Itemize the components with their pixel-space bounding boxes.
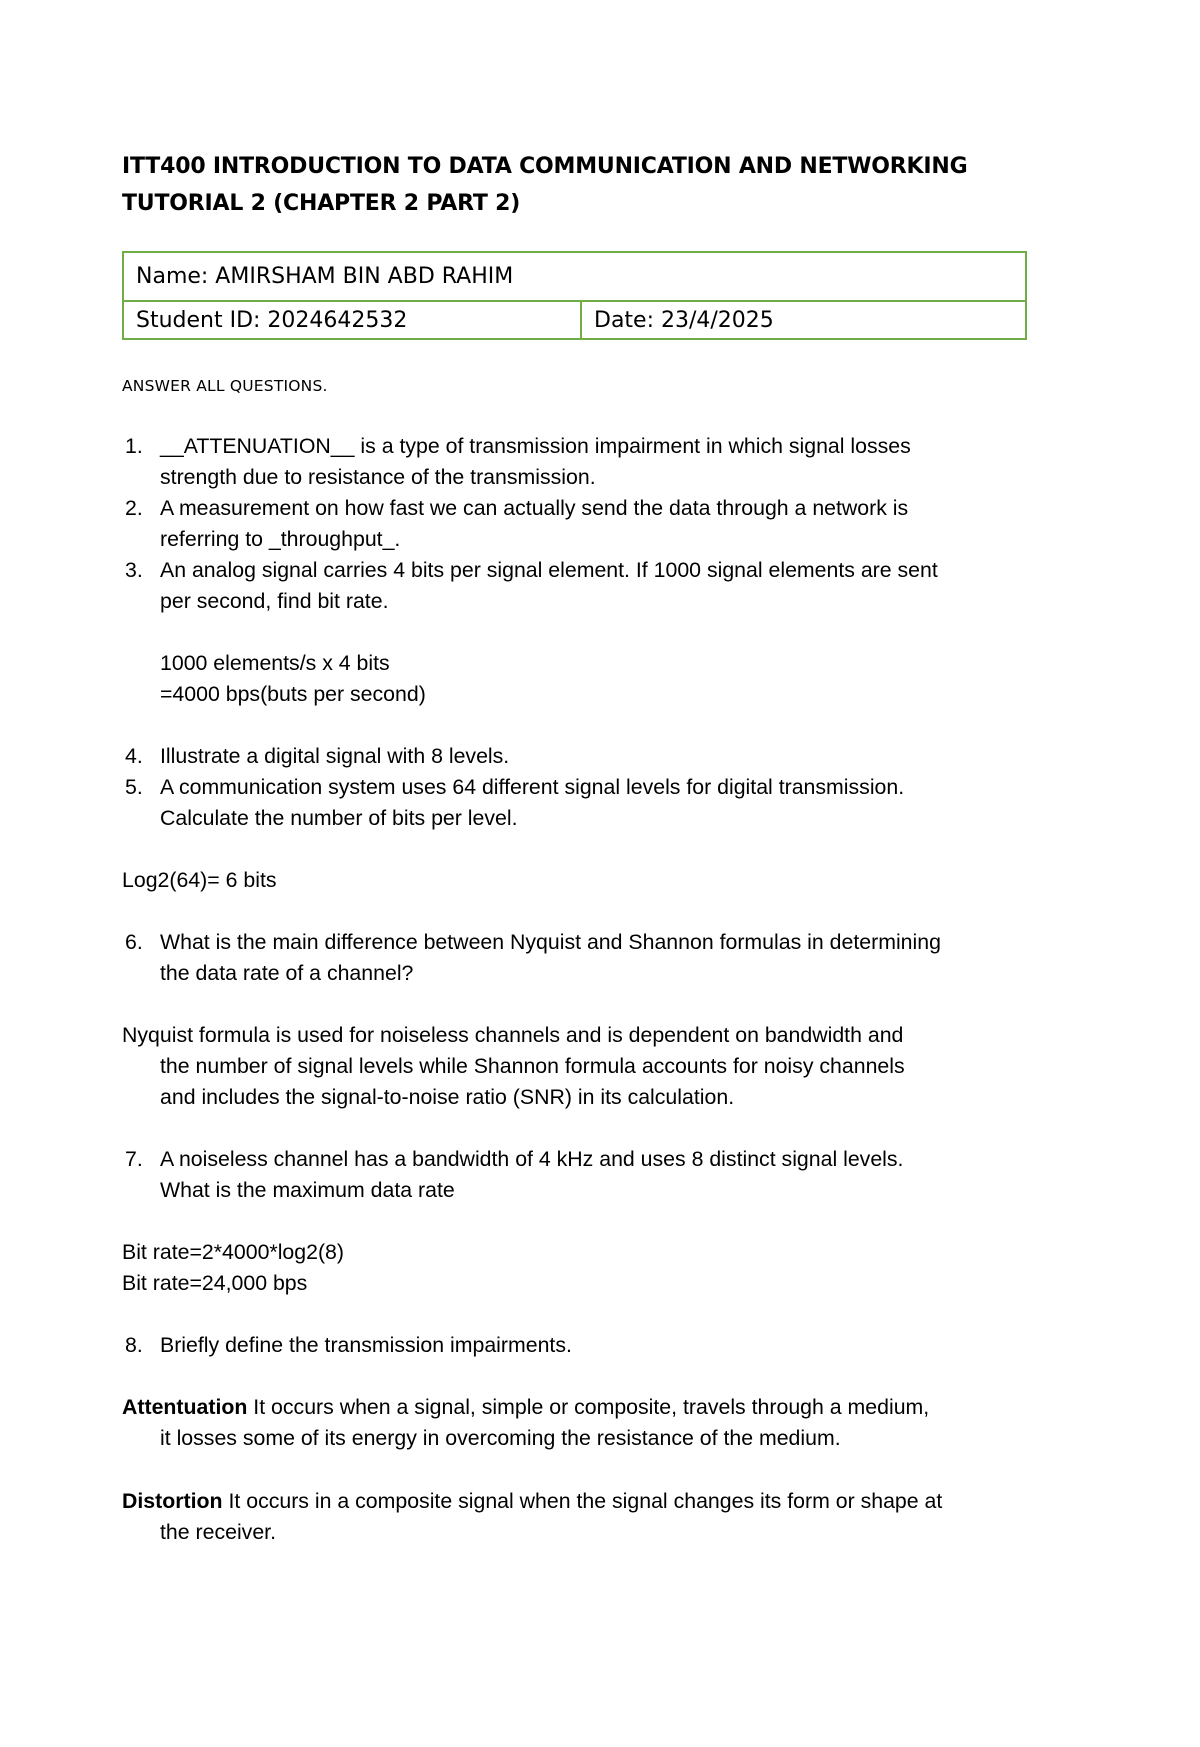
definition-distortion: [122, 1486, 942, 1517]
question-text: A measurement on how fast we can actually send the data through a network is: [160, 496, 909, 520]
document-title: [122, 148, 967, 222]
answer-text: and includes the signal-to-noise ratio (SNR) in its calculation.: [160, 1085, 735, 1109]
title-line-tutorial: TUTORIAL 2 (CHAPTER 2 PART 2): [122, 191, 521, 216]
question-text: An analog signal carries 4 bits per signal element. If 1000 signal elements are sent: [160, 558, 938, 582]
question-number: 1.: [125, 434, 143, 458]
definition-term: Attentuation: [122, 1395, 248, 1419]
definition-text: It occurs in a composite signal when the signal changes its form or shape at: [222, 1489, 943, 1513]
question-number: 2.: [125, 496, 143, 520]
date-cell: Date: 23/4/2025: [581, 301, 1026, 339]
definition-attenuation: [122, 1392, 929, 1423]
answer-text: Bit rate=2*4000*log2(8): [122, 1240, 344, 1264]
student-info-table: [122, 251, 1027, 340]
definition-text: the receiver.: [160, 1520, 277, 1544]
question-text: A noiseless channel has a bandwidth of 4 kHz and uses 8 distinct signal levels.: [160, 1147, 904, 1171]
student-id-cell: Student ID: 2024642532: [123, 301, 581, 339]
question-text: What is the main difference between Nyquist and Shannon formulas in determining: [160, 930, 941, 954]
definition-text: it losses some of its energy in overcoming the resistance of the medium.: [160, 1426, 841, 1450]
question-number: 6.: [125, 930, 143, 954]
question-number: 4.: [125, 744, 143, 768]
answer-text: Log2(64)= 6 bits: [122, 868, 277, 892]
question-text: What is the maximum data rate: [160, 1178, 455, 1202]
question-text: A communication system uses 64 different signal levels for digital transmission.: [160, 775, 905, 799]
answer-text: Nyquist formula is used for noiseless channels and is dependent on bandwidth and: [122, 1023, 904, 1047]
title-line-course: ITT400 INTRODUCTION TO DATA COMMUNICATION AND NETWORKING: [122, 154, 968, 179]
question-text: __ATTENUATION__ is a type of transmission impairment in which signal losses: [160, 434, 911, 458]
question-text: referring to _throughput_.: [160, 527, 401, 551]
definition-term: Distortion: [122, 1489, 223, 1513]
question-text: Calculate the number of bits per level.: [160, 806, 518, 830]
question-text: the data rate of a channel?: [160, 961, 414, 985]
question-number: 7.: [125, 1147, 143, 1171]
answer-text: =4000 bps(buts per second): [160, 682, 426, 706]
question-text: per second, find bit rate.: [160, 589, 389, 613]
student-name-cell: Name: AMIRSHAM BIN ABD RAHIM: [123, 252, 1026, 301]
question-number: 3.: [125, 558, 143, 582]
instruction-text: ANSWER ALL QUESTIONS.: [122, 377, 328, 395]
question-text: Briefly define the transmission impairments.: [160, 1333, 572, 1357]
answer-text: the number of signal levels while Shannon formula accounts for noisy channels: [160, 1054, 905, 1078]
question-text: Illustrate a digital signal with 8 levels.: [160, 744, 510, 768]
question-number: 8.: [125, 1333, 143, 1357]
answer-text: Bit rate=24,000 bps: [122, 1271, 308, 1295]
answer-text: 1000 elements/s x 4 bits: [160, 651, 390, 675]
question-text: strength due to resistance of the transmission.: [160, 465, 596, 489]
question-number: 5.: [125, 775, 143, 799]
definition-text: It occurs when a signal, simple or composite, travels through a medium,: [247, 1395, 930, 1419]
